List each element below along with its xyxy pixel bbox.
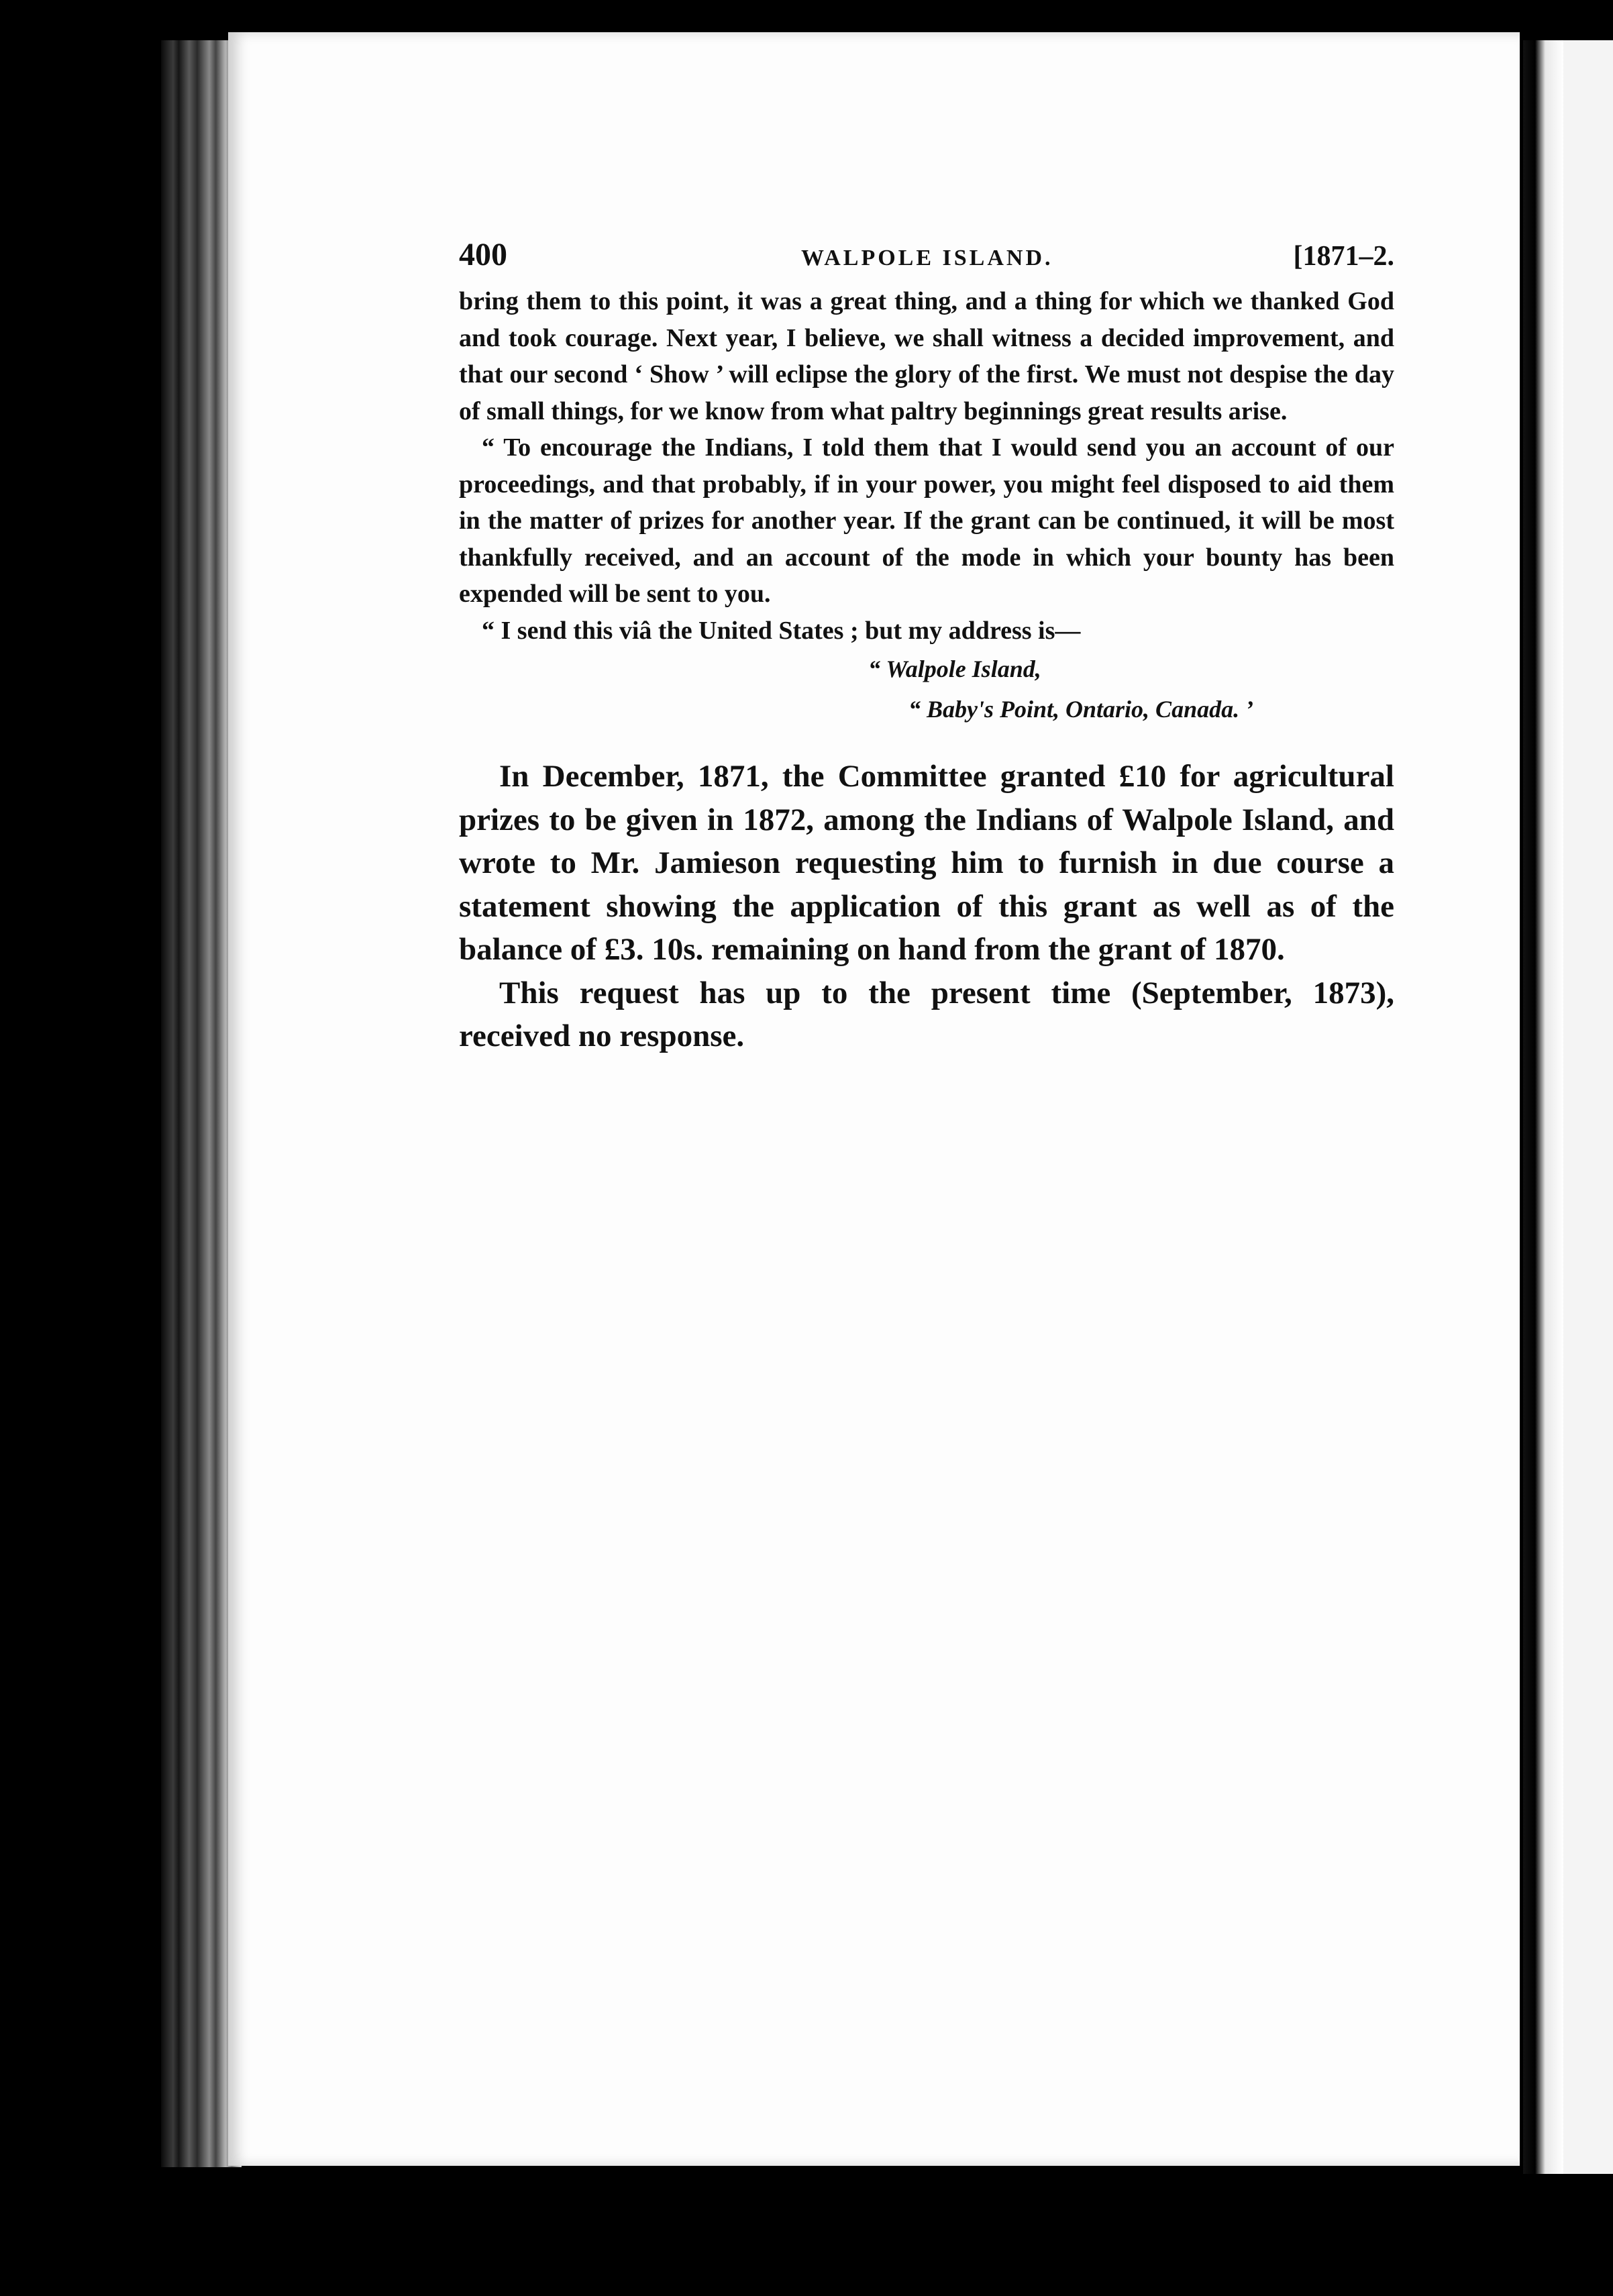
page-text-column bbox=[459, 236, 1394, 1058]
date-range: [1871–2. bbox=[1293, 241, 1394, 272]
book-gutter-edge bbox=[1523, 40, 1563, 2174]
address-line: “ Baby's Point, Ontario, Canada. ’ bbox=[908, 696, 1254, 723]
running-head bbox=[459, 236, 1394, 283]
quoted-letter bbox=[459, 283, 1394, 649]
body-paragraph: In December, 1871, the Committee granted £10 for agricultural prizes to be given in 1872, among the Indians of Walpole Island, and wrote to Mr. Jamieson requesting him to furnish in due course a statement showing the application of this grant as well as of the balance of £3. 10s. remaining on hand from the grant of 1870. bbox=[459, 759, 1394, 967]
facing-page-strip bbox=[1563, 40, 1613, 2174]
address-line: “ Walpole Island, bbox=[868, 656, 1041, 682]
address-block bbox=[459, 649, 1394, 729]
quote-paragraph: bring them to this point, it was a great thing, and a thing for which we thanked God and took courage. Next year, I believe, we shall witness a decided improvement, and that our second ‘ Show ’ will eclipse the glory of the first. We must not despise the day of small things, for we know from what paltry beginnings great results arise. bbox=[459, 287, 1394, 425]
quote-paragraph: “ To encourage the Indians, I told them that I would send you an account of our proceedings, and that probably, if in your power, you might feel disposed to aid them in the matter of prizes for another year. If the grant can be continued, it will be most thankfully received, and an account of the mode in which your bounty has been expended will be sent to you. bbox=[459, 433, 1394, 608]
page-number: 400 bbox=[459, 237, 507, 272]
body-paragraph: This request has up to the present time (September, 1873), received no response. bbox=[459, 975, 1394, 1053]
running-title: WALPOLE ISLAND. bbox=[801, 246, 1053, 270]
quote-paragraph: “ I send this viâ the United States ; but my address is— bbox=[482, 616, 1081, 645]
body-text bbox=[459, 755, 1394, 1058]
